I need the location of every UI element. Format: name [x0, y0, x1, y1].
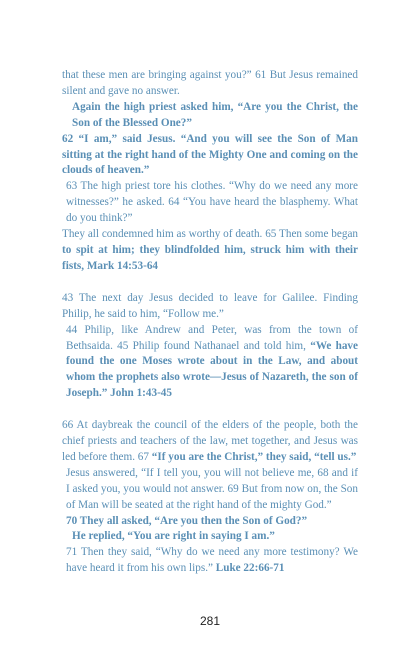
paragraph-gap — [62, 275, 358, 291]
text-segment-bold: Again the high priest asked him, “Are you the Christ, the Son of the Blessed One?” — [72, 100, 358, 129]
text-segment: Jesus answered, “If I tell you, you will not believe me, 68 and if I asked you, you would not answer. 69 But from now on, the Son of Man will be seated at the right hand of the mighty God.” — [66, 466, 358, 511]
paragraph-gap — [62, 402, 358, 418]
page-number: 281 — [199, 614, 221, 628]
paragraph — [62, 418, 358, 466]
text-segment-bold: Luke 22:66-71 — [215, 562, 285, 575]
paragraph — [62, 514, 358, 530]
paragraph — [62, 466, 358, 514]
text-segment: They all condemned him as worthy of death. 65 Then some began — [62, 228, 358, 241]
text-segment-bold: “We have found the one Moses wrote about in the Law, and about whom the prophets also wrote—Jesus of Nazareth, the son of Joseph.” John 1:43-45 — [66, 339, 358, 400]
text-segment-bold: “If you are the Christ,” they said, “tell us.” — [151, 450, 357, 463]
paragraph — [62, 323, 358, 403]
text-segment-bold: 62 “I am,” said Jesus. “And you will see the Son of Man sitting at the right hand of the Mighty One and coming on the clouds of heaven.” — [62, 132, 358, 177]
text-segment: 71 Then they said, “Why do we need any more testimony? We have heard it from his own lips.” — [66, 546, 358, 575]
text-segment: 66 At daybreak the council of the elders of the people, both the chief priests and teachers of the law, met together, and Jesus was led before them. 67 — [62, 419, 358, 463]
paragraph — [62, 68, 358, 100]
paragraph — [62, 132, 358, 180]
text-segment: 43 The next day Jesus decided to leave for Galilee. Finding Philip, he said to him, “Follow me.” — [62, 291, 358, 320]
paragraph — [62, 529, 358, 545]
paragraph — [62, 545, 358, 577]
text-segment-bold: 70 They all asked, “Are you then the Son of God?” — [66, 514, 308, 527]
text-segment: 63 The high priest tore his clothes. “Why do we need any more witnesses?” he asked. 64 “You have heard the blasphemy. What do you think?” — [66, 180, 358, 225]
text-segment: 44 Philip, like Andrew and Peter, was from the town of Bethsaida. 45 Philip found Nathanael and told him, — [66, 323, 358, 352]
paragraph — [62, 179, 358, 227]
text-segment: that these men are bringing against you?” 61 But Jesus remained silent and gave no answer. — [62, 69, 358, 97]
paragraph — [62, 100, 358, 132]
paragraph — [62, 227, 358, 275]
paragraph — [62, 291, 358, 323]
text-segment-bold: He replied, “You are right in saying I am.” — [72, 530, 275, 543]
text-segment-bold: to spit at him; they blindfolded him, struck him with their fists, Mark 14:53-64 — [62, 243, 358, 272]
body-text — [62, 68, 358, 577]
